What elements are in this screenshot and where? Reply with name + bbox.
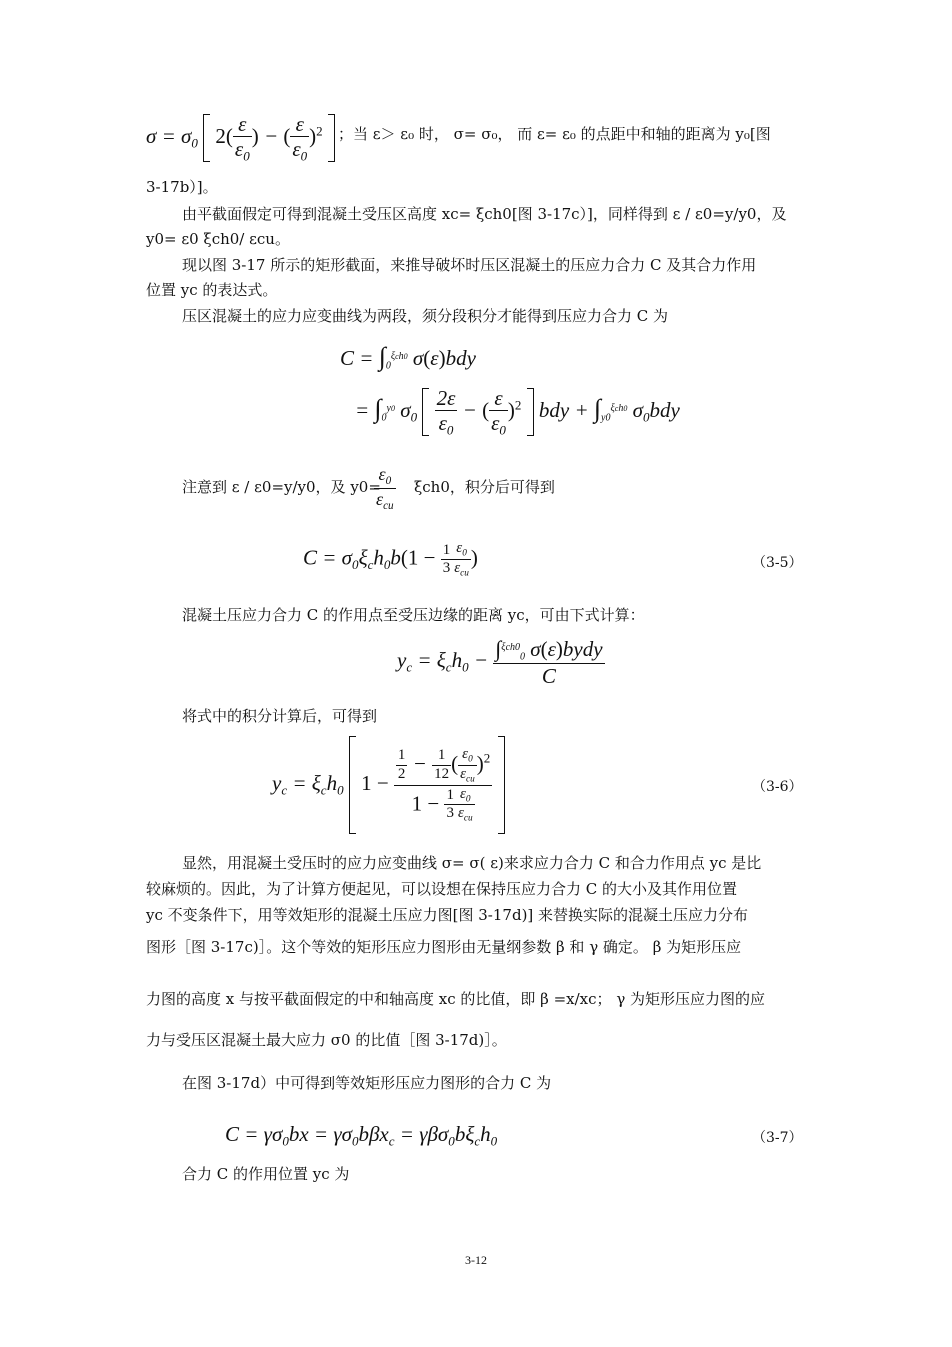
text-line-3: 由平截面假定可得到混凝土受压区高度 xc= ξch0[图 3-17c）]，同样得到 ε / ε0=y/y0，及: [182, 205, 787, 223]
text-line-9: ξch0，积分后可得到: [414, 478, 555, 496]
page-number: 3-12: [465, 1253, 487, 1267]
equation-number-3-5: （3-5）: [752, 555, 803, 571]
equation-integral-c-1: $C = \int_0^{\xi ch0}$ σ(ε)bdy: [340, 342, 476, 372]
text-line-14: yc 不变条件下，用等效矩形的混凝土压应力图[图 3-17d)] 来替换实际的混凝土压应力分布: [146, 906, 749, 924]
equation-yc-integral: $y_c = \xi_ch_0$ − $\frac{\int^{\xi ch0}_0 \sigma(\varepsilon)bydy}{C}$: [397, 636, 603, 688]
fraction-e0-ecu: $\frac{\varepsilon_0}{\varepsilon_{cu}}$: [376, 464, 394, 512]
equation-3-5: $C = \sigma_0\xi_ch_0b(1$ − $\frac{1}{3}$ $\frac{\varepsilon_0}{\varepsilon_{cu}}$ ): [303, 540, 478, 579]
text-line-6: 位置 yc 的表达式。: [146, 281, 278, 299]
text-line-16: 力图的高度 x 与按平截面假定的中和轴高度 xc 的比值，即 β =x/xc； γ 为矩形压应力图的应: [146, 990, 766, 1008]
text-line-18: 在图 3-17d）中可得到等效矩形压应力图形的合力 C 为: [182, 1074, 552, 1092]
text-line-5: 现以图 3-17 所示的矩形截面，来推导破坏时压区混凝土的压应力合力 C 及其合力作用: [182, 256, 757, 274]
text-line-10: 混凝土压应力合力 C 的作用点至受压边缘的距离 yc，可由下式计算：: [182, 606, 645, 624]
text-line-1: ；当 ε＞ ε₀ 时， σ= σ₀， 而 ε= ε₀ 的点距中和轴的距离为 y₀[图: [338, 125, 771, 143]
equation-sigma-piecewise: $\sigma = \sigma_0$ 2( $\frac{\varepsilon}{\varepsilon_0}$ ) − ( $\frac{\varepsilon}{\varepsilon_0}$ )$^2$: [146, 112, 335, 165]
equation-3-7: $C = \gamma\sigma_0bx = \gamma\sigma_0b\beta x_c = \gamma\beta\sigma_0b\xi_ch_0$: [225, 1122, 498, 1149]
equation-integral-c-2: = $\int_0^{y0}$ $\sigma_0$ $\frac{2\varepsilon}{\varepsilon_0}$ − ( $\frac{\varepsilon}{\varepsilon_0}$ )$^2$ bdy + $\int_{y0}^{\xi ch0}$ $\sigma_0bdy$: [355, 386, 680, 438]
text-line-12: 显然，用混凝土受压时的应力应变曲线 σ= σ( ε)来求应力合力 C 和合力作用点 yc 是比: [182, 854, 762, 872]
text-line-17: 力与受压区混凝土最大应力 σ0 的比值［图 3-17d)］。: [146, 1031, 507, 1049]
text-line-8: 注意到 ε / ε0=y/y0，及 y0=: [182, 478, 381, 496]
text-line-13: 较麻烦的。因此，为了计算方便起见，可以设想在保持压应力合力 C 的大小及其作用位置: [146, 880, 738, 898]
equation-3-6: $y_c = \xi_ch_0$ 1 − $\frac{1}{2}$ − $\frac{1}{12}$ ( $\frac{\varepsilon_0}{\varepsilon_{cu}}$ )$^2$ 1 − $\frac{1}{3}$ $\frac{\varepsilon_0}{\varepsilon_{cu}}$: [272, 736, 505, 834]
text-line-19: 合力 C 的作用位置 yc 为: [182, 1165, 350, 1183]
equation-number-3-6: （3-6）: [752, 779, 803, 795]
equation-number-3-7: （3-7）: [752, 1130, 803, 1146]
text-line-7: 压区混凝土的应力应变曲线为两段，须分段积分才能得到压应力合力 C 为: [182, 307, 669, 325]
text-line-15: 图形［图 3-17c)］。这个等效的矩形压应力图形由无量纲参数 β 和 γ 确定。 β 为矩形压应: [146, 938, 742, 956]
text-line-11: 将式中的积分计算后，可得到: [182, 707, 378, 725]
text-line-2: 3-17b）]。: [146, 178, 218, 196]
text-line-4: y0= ε0 ξch0/ εcu。: [146, 230, 290, 248]
